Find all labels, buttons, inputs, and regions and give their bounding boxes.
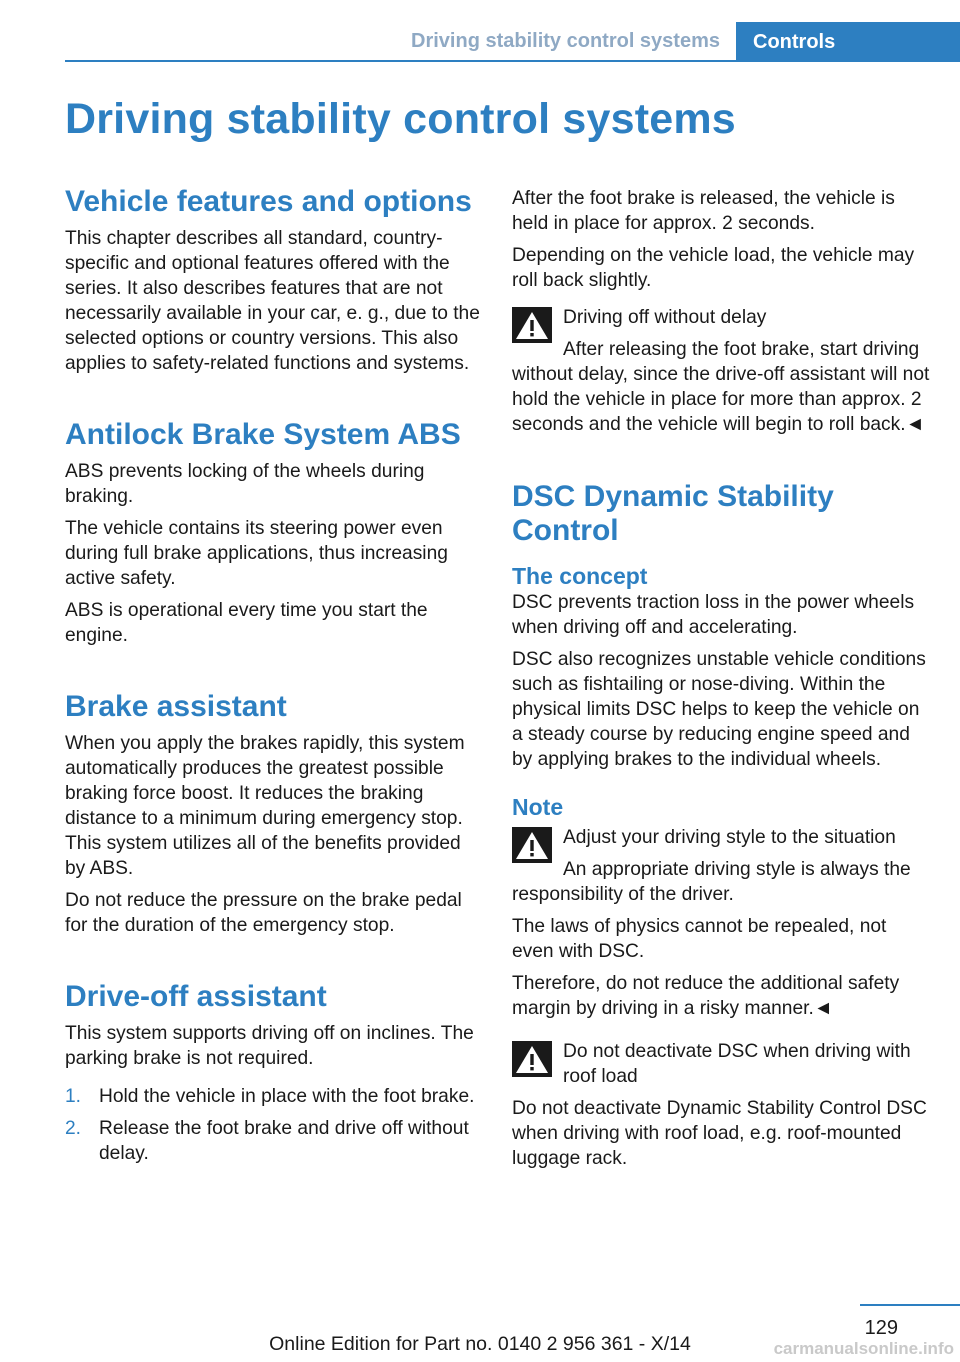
- list-text: Release the foot brake and drive off without delay.: [99, 1118, 469, 1164]
- brake-assistant-paragraph-2: Do not reduce the pressure on the brake pedal for the duration of the emergency stop.: [65, 890, 462, 936]
- warning-title: Adjust your driving style to the situation: [563, 827, 896, 848]
- heading-the-concept: The concept: [512, 563, 648, 589]
- drive-off-paragraph-1: This system supports driving off on inclines. The parking brake is not required.: [65, 1023, 474, 1069]
- watermark: carmanualsonline.info: [773, 1339, 954, 1358]
- brake-assistant-paragraph-1: When you apply the brakes rapidly, this system automatically produces the greatest possible braking force boost. It reduces the braking distance to a minimum during emergency stop. This system utilizes all of the benefits provided by ABS.: [65, 733, 465, 879]
- heading-dsc: DSC Dynamic Stability Control: [512, 480, 834, 547]
- warning-triangle-icon: [512, 827, 552, 863]
- page-number: 129: [864, 1317, 898, 1339]
- left-column: [65, 185, 481, 1166]
- footer-divider: [860, 1304, 960, 1306]
- warning-driving-off: [512, 305, 930, 437]
- heading-vehicle-features: Vehicle features and options: [65, 185, 472, 218]
- warning-roof-load: [512, 1039, 930, 1171]
- heading-drive-off-assistant: Drive-off assistant: [65, 980, 327, 1013]
- page-title: Driving stability control systems: [65, 95, 736, 143]
- chapter-tab: [736, 22, 960, 62]
- page-header: [0, 0, 960, 62]
- warning-title: Do not deactivate DSC when driving with roof load: [563, 1041, 911, 1087]
- right-column: [512, 186, 930, 1171]
- warning-body: An appropriate driving style is always the responsibility of the driver.: [512, 859, 911, 905]
- list-text: Hold the vehicle in place with the foot brake.: [99, 1086, 475, 1107]
- abs-paragraph-2: The vehicle contains its steering power even during full brake applications, thus increasing active safety.: [65, 518, 448, 589]
- abs-paragraph-3: ABS is operational every time you start the engine.: [65, 600, 428, 646]
- heading-abs: Antilock Brake System ABS: [65, 418, 461, 451]
- warning-body-3: Therefore, do not reduce the additional safety margin by driving in a risky manner.◄: [512, 973, 900, 1019]
- warning-driving-style: [512, 825, 930, 1021]
- list-number: 1.: [65, 1086, 82, 1107]
- warning-body-2: The laws of physics cannot be repealed, not even with DSC.: [512, 916, 887, 962]
- roll-back-paragraph: Depending on the vehicle load, the vehicle may roll back slightly.: [512, 245, 915, 291]
- drive-off-steps: [65, 1084, 481, 1166]
- heading-note: Note: [512, 794, 564, 820]
- warning-body: After releasing the foot brake, start driving without delay, since the drive-off assistant will not hold the vehicle in place for more than approx. 2 seconds and the vehicle will begin to roll back.◄: [512, 339, 930, 435]
- abs-paragraph-1: ABS prevents locking of the wheels during braking.: [65, 461, 425, 507]
- footer-edition: Online Edition for Part no. 0140 2 956 361 - X/14: [269, 1333, 691, 1355]
- header-divider: [65, 60, 960, 62]
- list-item: [65, 1116, 481, 1166]
- concept-paragraph-1: DSC prevents traction loss in the power wheels when driving off and accelerating.: [512, 592, 915, 638]
- warning-title: Driving off without delay: [563, 307, 767, 328]
- held-in-place-paragraph: After the foot brake is released, the vehicle is held in place for approx. 2 seconds.: [512, 188, 895, 234]
- concept-paragraph-2: DSC also recognizes unstable vehicle conditions such as fishtailing or nose-diving. Within the physical limits DSC helps to keep the vehicle on a steady course by reducing engine speed and by applying brakes to the individual wheels.: [512, 649, 926, 770]
- warning-triangle-icon: [512, 1041, 552, 1077]
- warning-triangle-icon: [512, 307, 552, 343]
- list-number: 2.: [65, 1118, 82, 1139]
- vehicle-features-body: This chapter describes all standard, country-specific and optional features offered with the series. It also describes features that are not necessarily available in your car, e. g., due to the selected options or country versions. This also applies to safety-related functions and systems.: [65, 228, 480, 374]
- heading-brake-assistant: Brake assistant: [65, 690, 287, 723]
- chapter-tab-label: Controls: [753, 31, 836, 53]
- list-item: [65, 1084, 481, 1109]
- header-section-title: Driving stability control systems: [411, 30, 720, 52]
- warning-body: Do not deactivate Dynamic Stability Control DSC when driving with roof load, e.g. roof-mounted luggage rack.: [512, 1098, 927, 1169]
